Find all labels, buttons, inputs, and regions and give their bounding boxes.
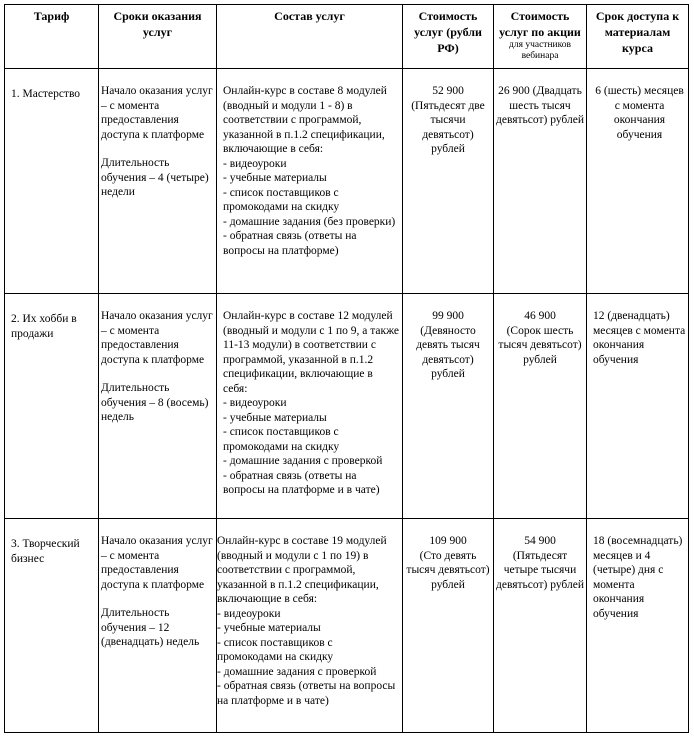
composition-line: - список поставщиков с промокодами на скидку <box>217 636 334 663</box>
tariff-name: 3. Творческий бизнес <box>5 519 99 733</box>
header-promo-note: для участников вебинара <box>509 40 571 61</box>
composition-cell <box>217 69 403 294</box>
promo-price-words: (Сорок шесть тысяч девятьсот) рублей <box>498 324 582 366</box>
access-period: 6 (шесть) месяцев с момента окончания обучения <box>587 69 689 294</box>
composition-cell <box>217 294 403 519</box>
header-promo-label: Стоимость услуг по акции <box>499 9 581 39</box>
service-terms <box>99 294 217 519</box>
header-terms: Сроки оказания услуг <box>99 5 217 69</box>
service-terms <box>99 519 217 733</box>
access-period: 12 (двенадцать) месяцев с момента окончания обучения <box>587 294 689 519</box>
composition-line: - видеоуроки <box>223 157 287 170</box>
promo-price-value: 26 900 (Двадцать шесть тысяч девятьсот) рублей <box>496 85 584 126</box>
table-row <box>5 69 689 294</box>
composition-line: - учебные материалы <box>217 622 321 634</box>
composition-line: - домашние задания (без проверки) <box>223 215 396 228</box>
start-text: Начало оказания услуг – с момента предоставления доступа к платформе <box>101 535 213 591</box>
composition-line: Онлайн-курс в составе 8 модулей (вводный и модули 1 - 8) в соответствии с программой, указанной в п.1.2 спецификации, включающие в себя: <box>223 85 387 155</box>
composition-cell <box>217 519 403 733</box>
header-row <box>5 5 689 69</box>
composition-line: Онлайн-курс в составе 19 модулей (вводный и модули с 1 по 19) в соответствии с программой, указанной в п.1.2 спецификации, включающие в себя: <box>217 535 387 605</box>
promo-price-value: 54 900 <box>524 535 556 547</box>
promo-price-cell <box>494 69 587 294</box>
tariff-table <box>4 4 689 733</box>
composition-line: - домашние задания с проверкой <box>217 665 377 678</box>
price-cell <box>403 519 494 733</box>
price-value: 52 900 <box>432 85 464 97</box>
composition-line: - учебные материалы <box>223 172 327 184</box>
table-row <box>5 294 689 519</box>
price-cell <box>403 69 494 294</box>
composition-line: - видеоуроки <box>217 607 281 620</box>
duration-text: Длительность обучения – 8 (восемь) недель <box>101 382 209 423</box>
promo-price-value: 46 900 <box>524 310 556 322</box>
header-access: Срок доступа к материалам курса <box>587 5 689 69</box>
price-value: 109 900 <box>429 535 467 547</box>
header-composition: Состав услуг <box>217 5 403 69</box>
duration-text: Длительность обучения – 4 (четыре) недели <box>101 157 209 198</box>
composition-line: - видеоуроки <box>223 397 287 409</box>
header-promo-price <box>494 5 587 69</box>
price-words: (Сто девять тысяч девятьсот) рублей <box>406 549 490 591</box>
composition-line: - обратная связь (ответы на вопросы на платформе и в чате) <box>217 680 396 707</box>
composition-line: - обратная связь (ответы на вопросы на платформе) <box>223 230 357 257</box>
start-text: Начало оказания услуг – с момента предоставления доступа к платформе <box>101 310 213 366</box>
promo-price-words: (Пятьдесят четыре тысячи девятьсот) рублей <box>496 549 584 591</box>
promo-price-cell <box>494 519 587 733</box>
service-terms <box>99 69 217 294</box>
composition-line: - учебные материалы <box>223 411 327 424</box>
composition-line: - обратная связь (ответы на вопросы на платформе и в чате) <box>223 469 380 496</box>
composition-line: Онлайн-курс в составе 12 модулей (вводный и модули с 1 по 9, а также 11-13 модули) в соответствии с программой, указанной в п.1.2 спецификации, включающие в себя: <box>223 310 399 395</box>
start-text: Начало оказания услуг – с момента предоставления доступа к платформе <box>101 85 213 141</box>
composition-line: - домашние задания с проверкой <box>223 455 383 467</box>
composition-line: - список поставщиков с промокодами на скидку <box>223 426 340 453</box>
tariff-name: 2. Их хобби в продажи <box>5 294 99 519</box>
composition-line: - список поставщиков с промокодами на скидку <box>223 186 340 213</box>
tariff-name: 1. Мастерство <box>5 69 99 294</box>
table-row <box>5 519 689 733</box>
header-price: Стоимость услуг (рубли РФ) <box>403 5 494 69</box>
promo-price-cell <box>494 294 587 519</box>
price-value: 99 900 <box>432 310 464 322</box>
header-tariff: Тариф <box>5 5 99 69</box>
price-words: (Девяносто девять тысяч девятьсот) рублей <box>416 324 480 380</box>
price-words: (Пятьдесят две тысячи девятьсот) рублей <box>411 99 485 155</box>
duration-text: Длительность обучения – 12 (двенадцать) недель <box>101 607 200 648</box>
access-period: 18 (восемнадцать) месяцев и 4 (четыре) дня с момента окончания обучения <box>587 519 689 733</box>
price-cell <box>403 294 494 519</box>
